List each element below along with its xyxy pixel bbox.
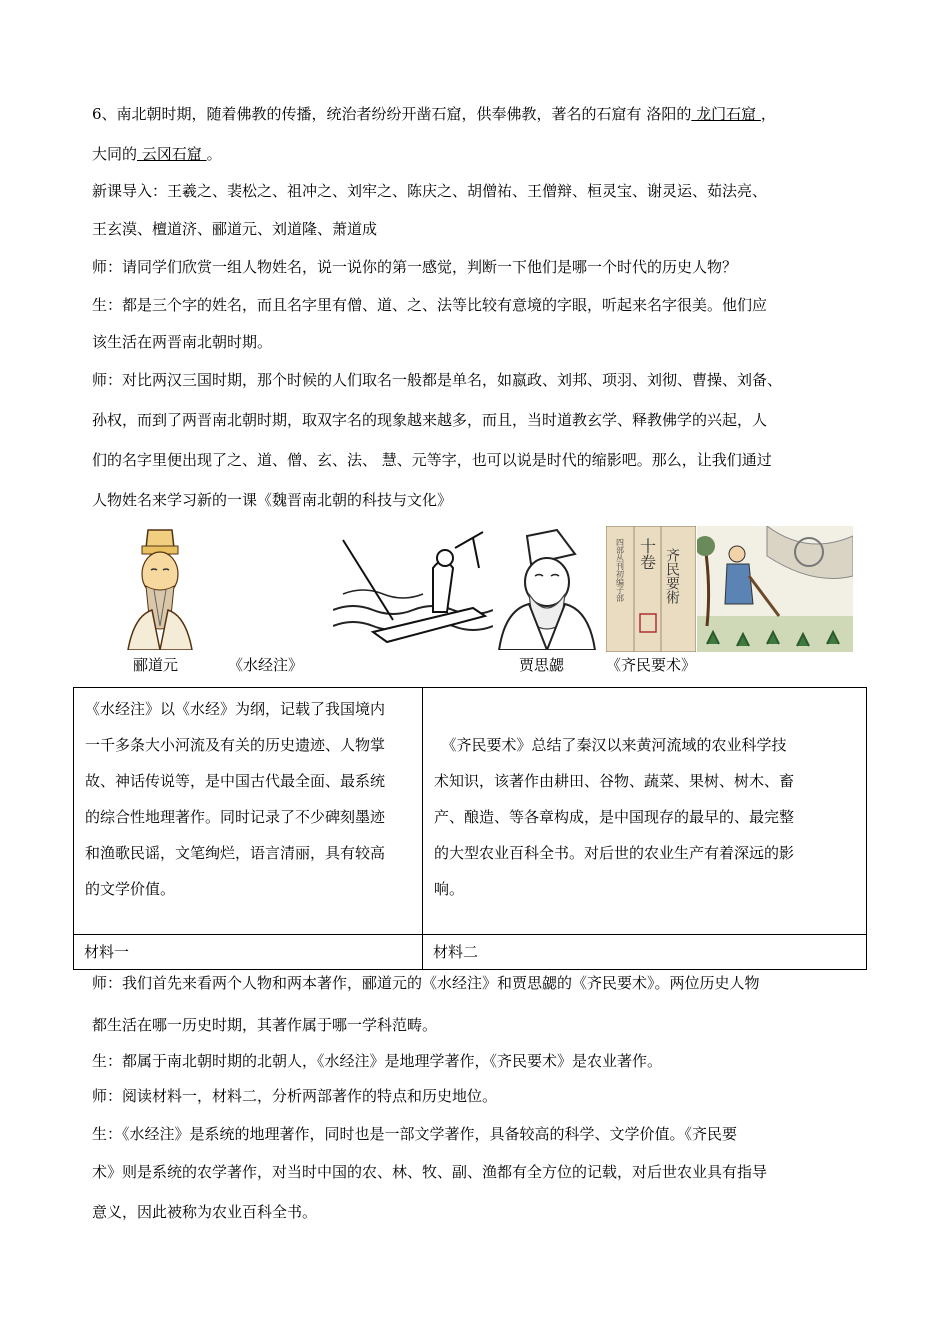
shuijingzhu-boat-image <box>333 528 493 650</box>
dialog-line: 生：都属于南北朝时期的北朝人，《水经注》是地理学著作，《齐民要术》是农业著作。 <box>92 1052 663 1070</box>
dialog-line: 师：我们首先来看两个人物和两本著作，郦道元的《水经注》和贾思勰的《齐民要术》。两位历史人物 <box>92 974 760 992</box>
intro-line: 王玄漠、檀道济、郦道元、刘道隆、萧道成 <box>92 220 378 238</box>
intro-line: 师：对比两汉三国时期，那个时候的人们取名一般都是单名，如嬴政、刘邦、项羽、刘彻、曹操、刘备、 <box>92 371 783 389</box>
intro-line: 们的名字里便出现了之、道、僧、玄、法、 慧、元等字，也可以说是时代的缩影吧。那么，让我们通过 <box>92 451 772 469</box>
material-two-line: 的大型农业百科全书。对后世的农业生产有着深远的影 <box>434 844 795 862</box>
material-one-line: 的文学价值。 <box>85 880 176 898</box>
qiminyaoshu-book-cover-image <box>606 526 696 652</box>
dialog-line: 术》则是系统的农学著作，对当时中国的农、林、牧、副、渔都有全方位的记载，对后世农业具有指导 <box>92 1163 768 1181</box>
jia-sixie-portrait-image <box>497 528 597 650</box>
farming-scene-image <box>697 526 853 652</box>
material-two-line: 产、酿造、等各章构成，是中国现存的最早的、最完整 <box>434 808 795 826</box>
intro-line: 生：都是三个字的姓名，而且名字里有僧、道、之、法等比较有意境的字眼，听起来名字很美。他们应 <box>92 296 768 314</box>
material-two-line: 术知识，该著作由耕田、谷物、蔬菜、果树、树木、畜 <box>434 772 795 790</box>
material-one-line: 一千多条大小河流及有关的历史遗迹、人物掌 <box>85 736 386 754</box>
caption-shuijingzhu: 《水经注》 <box>228 656 304 674</box>
dialog-line: 都生活在哪一历史时期，其著作属于哪一学科范畴。 <box>92 1016 438 1034</box>
intro-line: 新课导入：王羲之、裴松之、祖冲之、刘牢之、陈庆之、胡僧祐、王僧辩、桓灵宝、谢灵运、茹法亮、 <box>92 182 768 200</box>
intro-line: 该生活在两晋南北朝时期。 <box>92 333 273 351</box>
book-title-text: 齐民要術 <box>664 548 680 604</box>
material-one-line: 的综合性地理著作。同时记录了不少碑刻墨迹 <box>85 808 386 826</box>
intro-line: 师：请同学们欣赏一组人物姓名，说一说你的第一感觉，判断一下他们是哪一个时代的历史人物？ <box>92 258 738 276</box>
material-two-line: 《齐民要术》总结了秦汉以来黄河流域的农业科学技 <box>434 736 787 754</box>
answer-blank-longmen: 龙门石窟 <box>691 105 761 123</box>
q6-line-1: 6、南北朝时期，随着佛教的传播，统治者纷纷开凿石窟，供奉佛教，著名的石窟有 洛阳的 龙门石窟 ， <box>92 105 776 123</box>
material-one-line: 故、神话传说等，是中国古代最全面、最系统 <box>85 772 386 790</box>
dialog-line: 意义，因此被称为农业百科全书。 <box>92 1203 318 1221</box>
dialog-line: 生：《水经注》是系统的地理著作，同时也是一部文学著作，具备较高的科学、文学价值。《齐民要 <box>92 1125 738 1143</box>
li-daoyuan-portrait-image <box>120 528 200 650</box>
caption-qiminyaoshu: 《齐民要术》 <box>606 656 697 674</box>
dialog-line: 师：阅读材料一，材料二，分析两部著作的特点和历史地位。 <box>92 1087 498 1105</box>
material-two-line <box>434 691 855 727</box>
material-two-line: 响。 <box>434 880 465 898</box>
q6-line-2: 大同的 云冈石窟 。 <box>92 145 222 163</box>
answer-blank-yungang: 云冈石窟 <box>137 145 207 163</box>
material-two-cell <box>423 688 867 935</box>
material-two-label: 材料二 <box>423 935 867 970</box>
book-series-text: 四部丛刊初编子部 <box>615 538 625 602</box>
caption-li-daoyuan: 郦道元 <box>133 656 179 674</box>
intro-line: 孙权，而到了两晋南北朝时期，取双字名的现象越来越多，而且，当时道教玄学、释教佛学的兴起，人 <box>92 411 768 429</box>
caption-jia-sixie: 贾思勰 <box>519 656 565 674</box>
material-one-cell <box>74 688 423 935</box>
intro-line: 人物姓名来学习新的一课《魏晋南北朝的科技与文化》 <box>92 491 453 509</box>
material-one-line: 《水经注》以《水经》为纲，记载了我国境内 <box>85 700 386 718</box>
material-one-line: 和渔歌民谣，文笔绚烂，语言清丽，具有较高 <box>85 844 386 862</box>
material-one-label: 材料一 <box>74 935 423 970</box>
book-volume-text: 十卷 <box>637 538 657 570</box>
materials-table <box>73 687 867 970</box>
